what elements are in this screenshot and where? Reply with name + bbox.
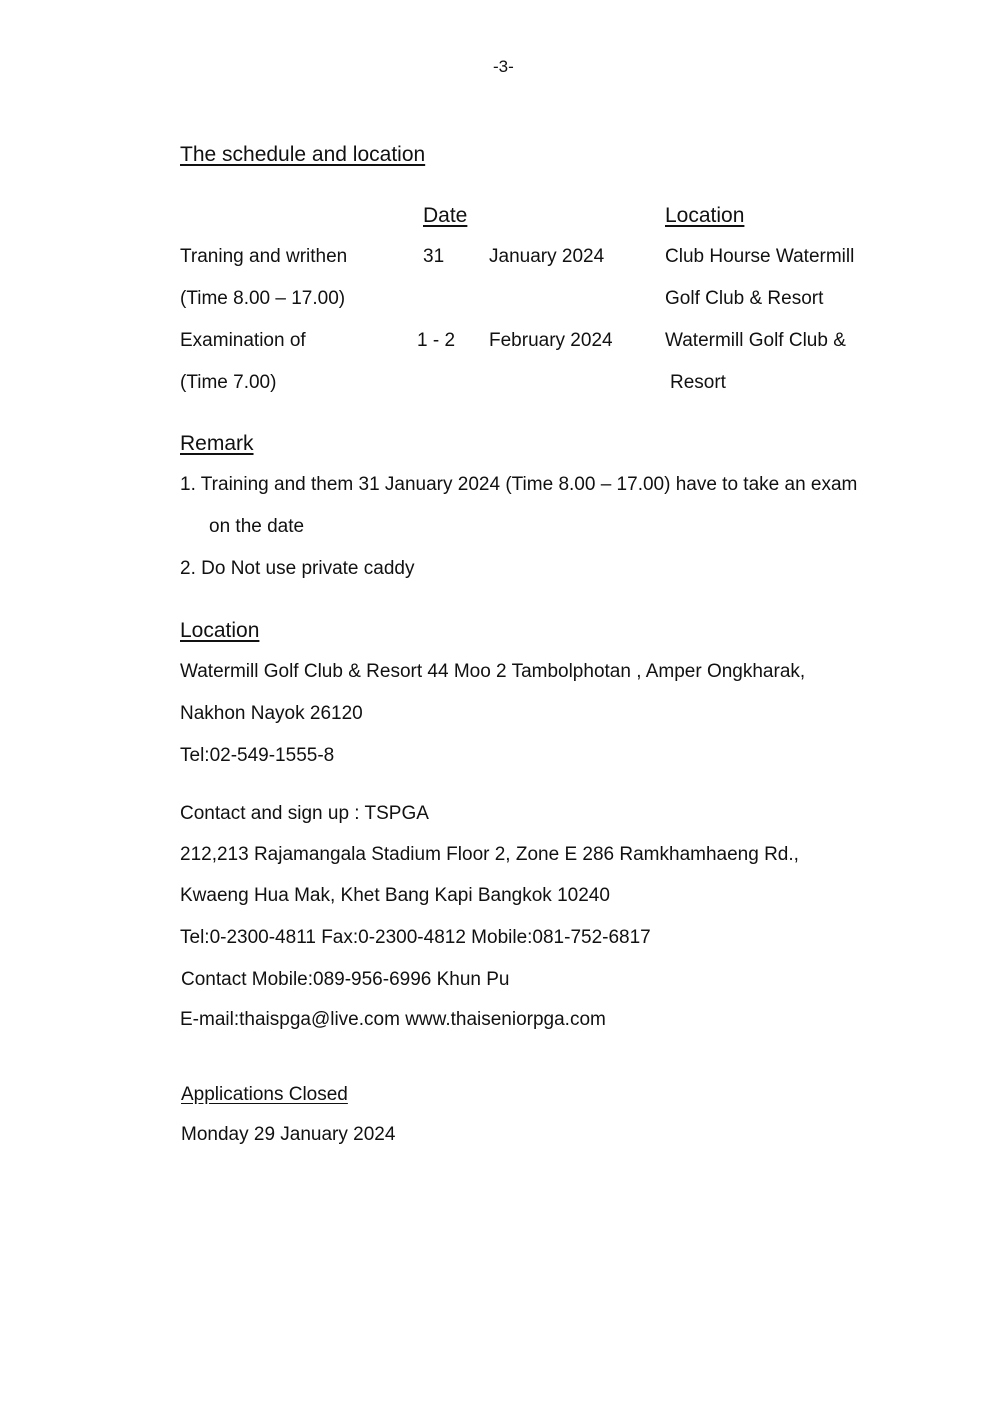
contact-phones: Tel:0-2300-4811 Fax:0-2300-4812 Mobile:081-752-6817 bbox=[180, 927, 651, 948]
remark-heading: Remark bbox=[180, 432, 254, 455]
remark-item-2: 2. Do Not use private caddy bbox=[180, 558, 415, 579]
schedule-row-label: Traning and writhen bbox=[180, 246, 348, 267]
location-heading: Location bbox=[180, 619, 260, 642]
location-tel: Tel:02-549-1555-8 bbox=[180, 745, 335, 766]
date-column-header: Date bbox=[423, 204, 468, 227]
schedule-row-location: Club Hourse Watermill bbox=[665, 246, 855, 267]
schedule-heading: The schedule and location bbox=[180, 143, 426, 166]
contact-mobile: Contact Mobile:089-956-6996 Khun Pu bbox=[181, 969, 510, 990]
location-address-line-2: Nakhon Nayok 26120 bbox=[180, 703, 363, 724]
schedule-row-location: Golf Club & Resort bbox=[665, 288, 824, 309]
page-number: -3- bbox=[493, 57, 514, 76]
remark-item-1-continued: on the date bbox=[209, 516, 305, 537]
schedule-row-month: January 2024 bbox=[489, 246, 605, 267]
contact-heading: Contact and sign up : TSPGA bbox=[180, 803, 429, 824]
schedule-row-month: February 2024 bbox=[489, 330, 613, 351]
contact-address-line-2: Kwaeng Hua Mak, Khet Bang Kapi Bangkok 10240 bbox=[180, 885, 610, 906]
contact-address-line-1: 212,213 Rajamangala Stadium Floor 2, Zone E 286 Ramkhamhaeng Rd., bbox=[180, 844, 799, 865]
schedule-row-day: 1 - 2 bbox=[417, 330, 456, 351]
applications-heading: Applications Closed bbox=[181, 1084, 348, 1105]
schedule-row-label: (Time 7.00) bbox=[180, 372, 277, 393]
location-column-header: Location bbox=[665, 204, 745, 227]
remark-item-1: 1. Training and them 31 January 2024 (Time 8.00 – 17.00) have to take an exam bbox=[180, 474, 858, 495]
schedule-row-day: 31 bbox=[423, 246, 445, 267]
contact-email-website[interactable]: E-mail:thaispga@live.com www.thaiseniorpga.com bbox=[180, 1009, 606, 1030]
schedule-row-location: Resort bbox=[670, 372, 726, 393]
schedule-row-label: Examination of bbox=[180, 330, 306, 351]
location-address-line-1: Watermill Golf Club & Resort 44 Moo 2 Tambolphotan , Amper Ongkharak, bbox=[180, 661, 806, 682]
schedule-row-label: (Time 8.00 – 17.00) bbox=[180, 288, 346, 309]
schedule-row-location: Watermill Golf Club & bbox=[665, 330, 846, 351]
applications-closing-date: Monday 29 January 2024 bbox=[181, 1124, 396, 1145]
